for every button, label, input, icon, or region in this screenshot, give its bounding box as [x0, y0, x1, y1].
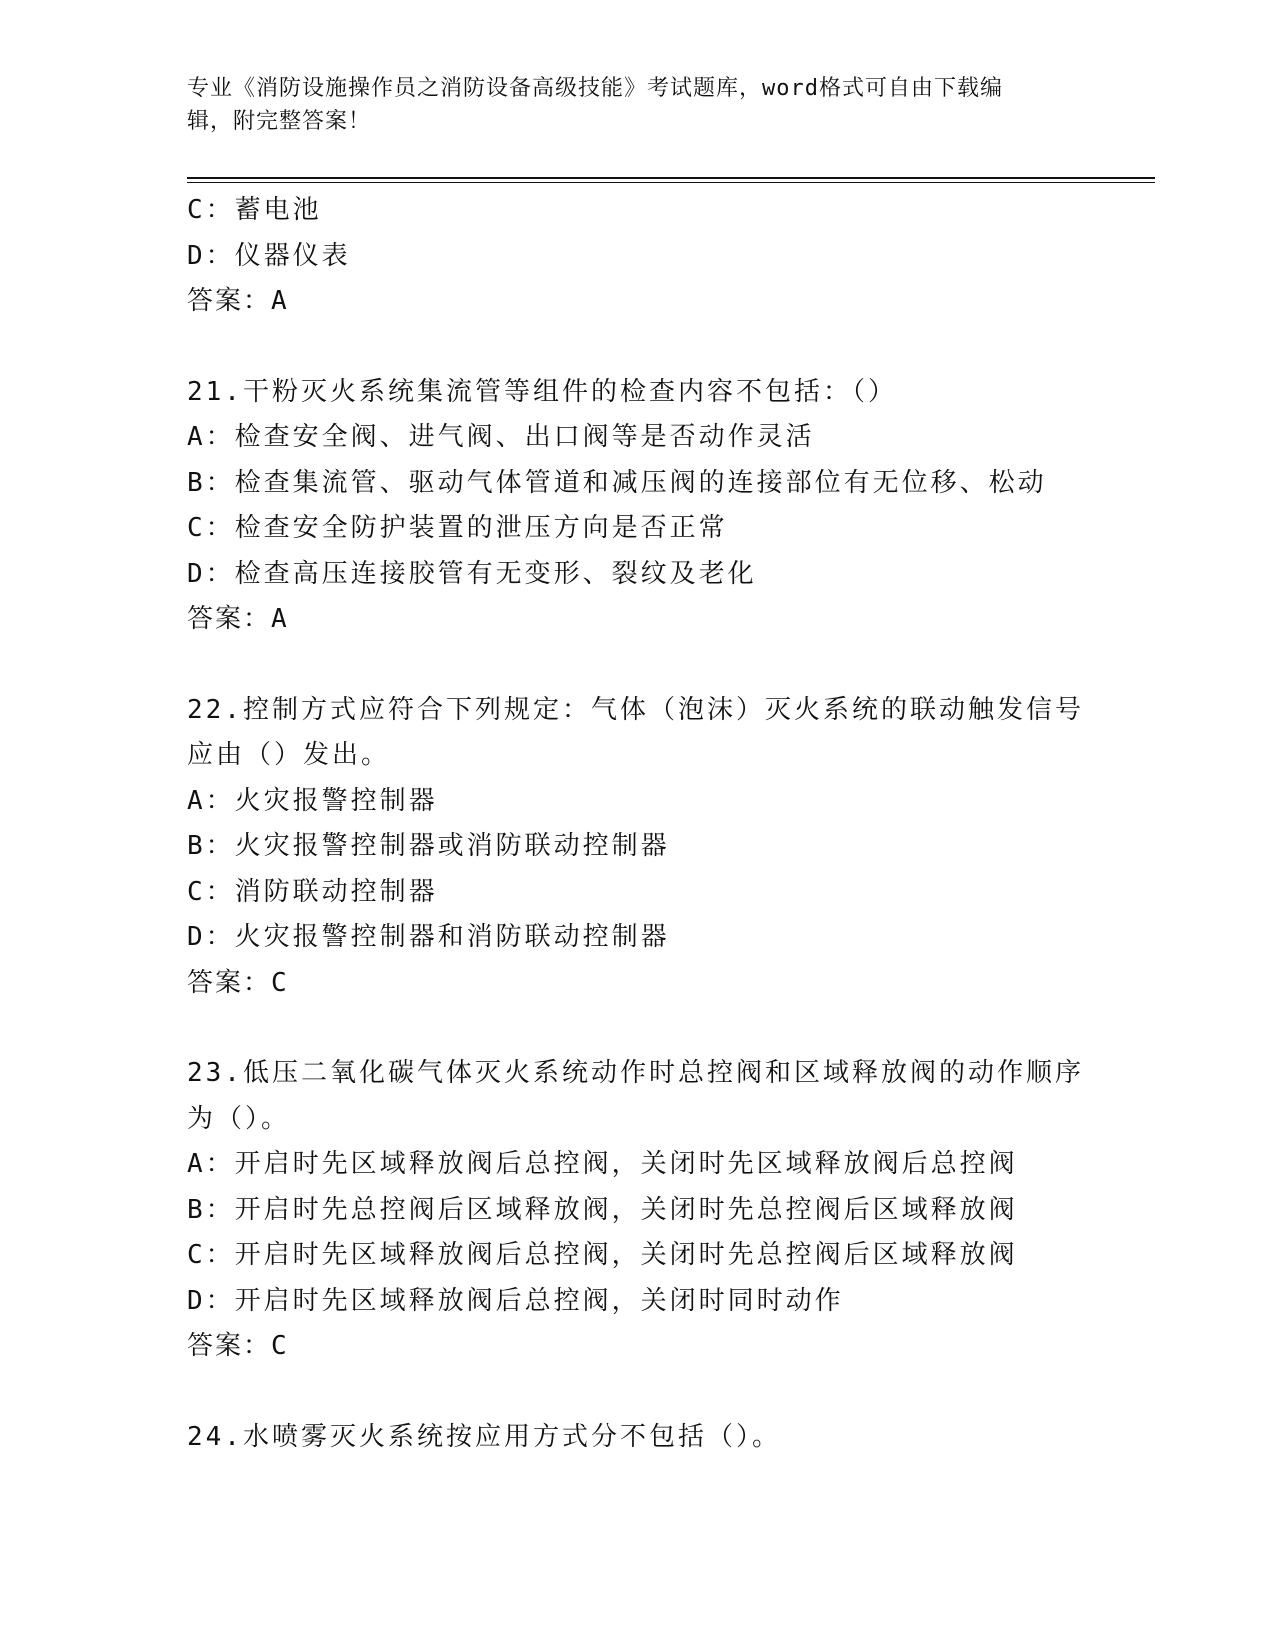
question-22	[187, 688, 1087, 1007]
question-24	[187, 1415, 1087, 1461]
question-23	[187, 1051, 1087, 1370]
option-d: D：检查高压连接胶管有无变形、裂纹及老化	[187, 558, 757, 589]
option-a: A：检查安全阀、进气阀、出口阀等是否动作灵活	[187, 422, 815, 452]
option-d: D：开启时先区域释放阀后总控阀，关闭时同时动作	[187, 1285, 844, 1316]
answer: 答案：A	[187, 604, 289, 634]
option-c: C：开启时先区域释放阀后总控阀，关闭时先总控阀后区域释放阀	[187, 1240, 1018, 1270]
question-stem-line: 为（）。	[187, 1103, 291, 1134]
question-20-continuation	[187, 188, 1087, 325]
question-stem-line: 24.水喷雾灭火系统按应用方式分不包括（）。	[187, 1421, 781, 1452]
question-stem	[187, 1051, 1087, 1142]
option-c: C：检查安全防护装置的泄压方向是否正常	[187, 513, 728, 543]
question-stem-line: 22.控制方式应符合下列规定：气体（泡沫）灭火系统的联动触发信号	[187, 694, 1084, 725]
question-stem	[187, 1415, 1087, 1461]
option-d: D：仪器仪表	[187, 240, 351, 271]
option-b: B：火灾报警控制器或消防联动控制器	[187, 831, 670, 861]
header-divider-thick	[187, 177, 1155, 179]
question-list	[187, 188, 1087, 1460]
option-b: B：开启时先总控阀后区域释放阀，关闭时先总控阀后区域释放阀	[187, 1194, 1018, 1225]
question-stem-line: 23.低压二氧化碳气体灭火系统动作时总控阀和区域释放阀的动作顺序	[187, 1058, 1084, 1088]
question-stem	[187, 688, 1087, 779]
header-divider-thin	[187, 182, 1155, 183]
question-stem	[187, 370, 1087, 416]
option-b: B：检查集流管、驱动气体管道和减压阀的连接部位有无位移、松动	[187, 467, 1047, 498]
option-c: C：蓄电池	[187, 195, 322, 225]
answer: 答案：C	[187, 967, 289, 998]
question-21	[187, 370, 1087, 643]
document-header	[187, 72, 1087, 138]
header-line-2: 辑，附完整答案！	[187, 109, 372, 134]
option-a: A：开启时先区域释放阀后总控阀，关闭时先区域释放阀后总控阀	[187, 1149, 1018, 1179]
option-a: A：火灾报警控制器	[187, 785, 438, 816]
answer: 答案：A	[187, 286, 289, 316]
answer: 答案：C	[187, 1331, 289, 1361]
question-stem-line: 应由（）发出。	[187, 740, 391, 770]
option-d: D：火灾报警控制器和消防联动控制器	[187, 922, 670, 952]
header-line-1: 专业《消防设施操作员之消防设备高级技能》考试题库，word格式可自由下载编	[187, 76, 1003, 101]
option-c: C：消防联动控制器	[187, 876, 438, 907]
question-stem-line: 21.干粉灭火系统集流管等组件的检查内容不包括：（）	[187, 376, 897, 407]
